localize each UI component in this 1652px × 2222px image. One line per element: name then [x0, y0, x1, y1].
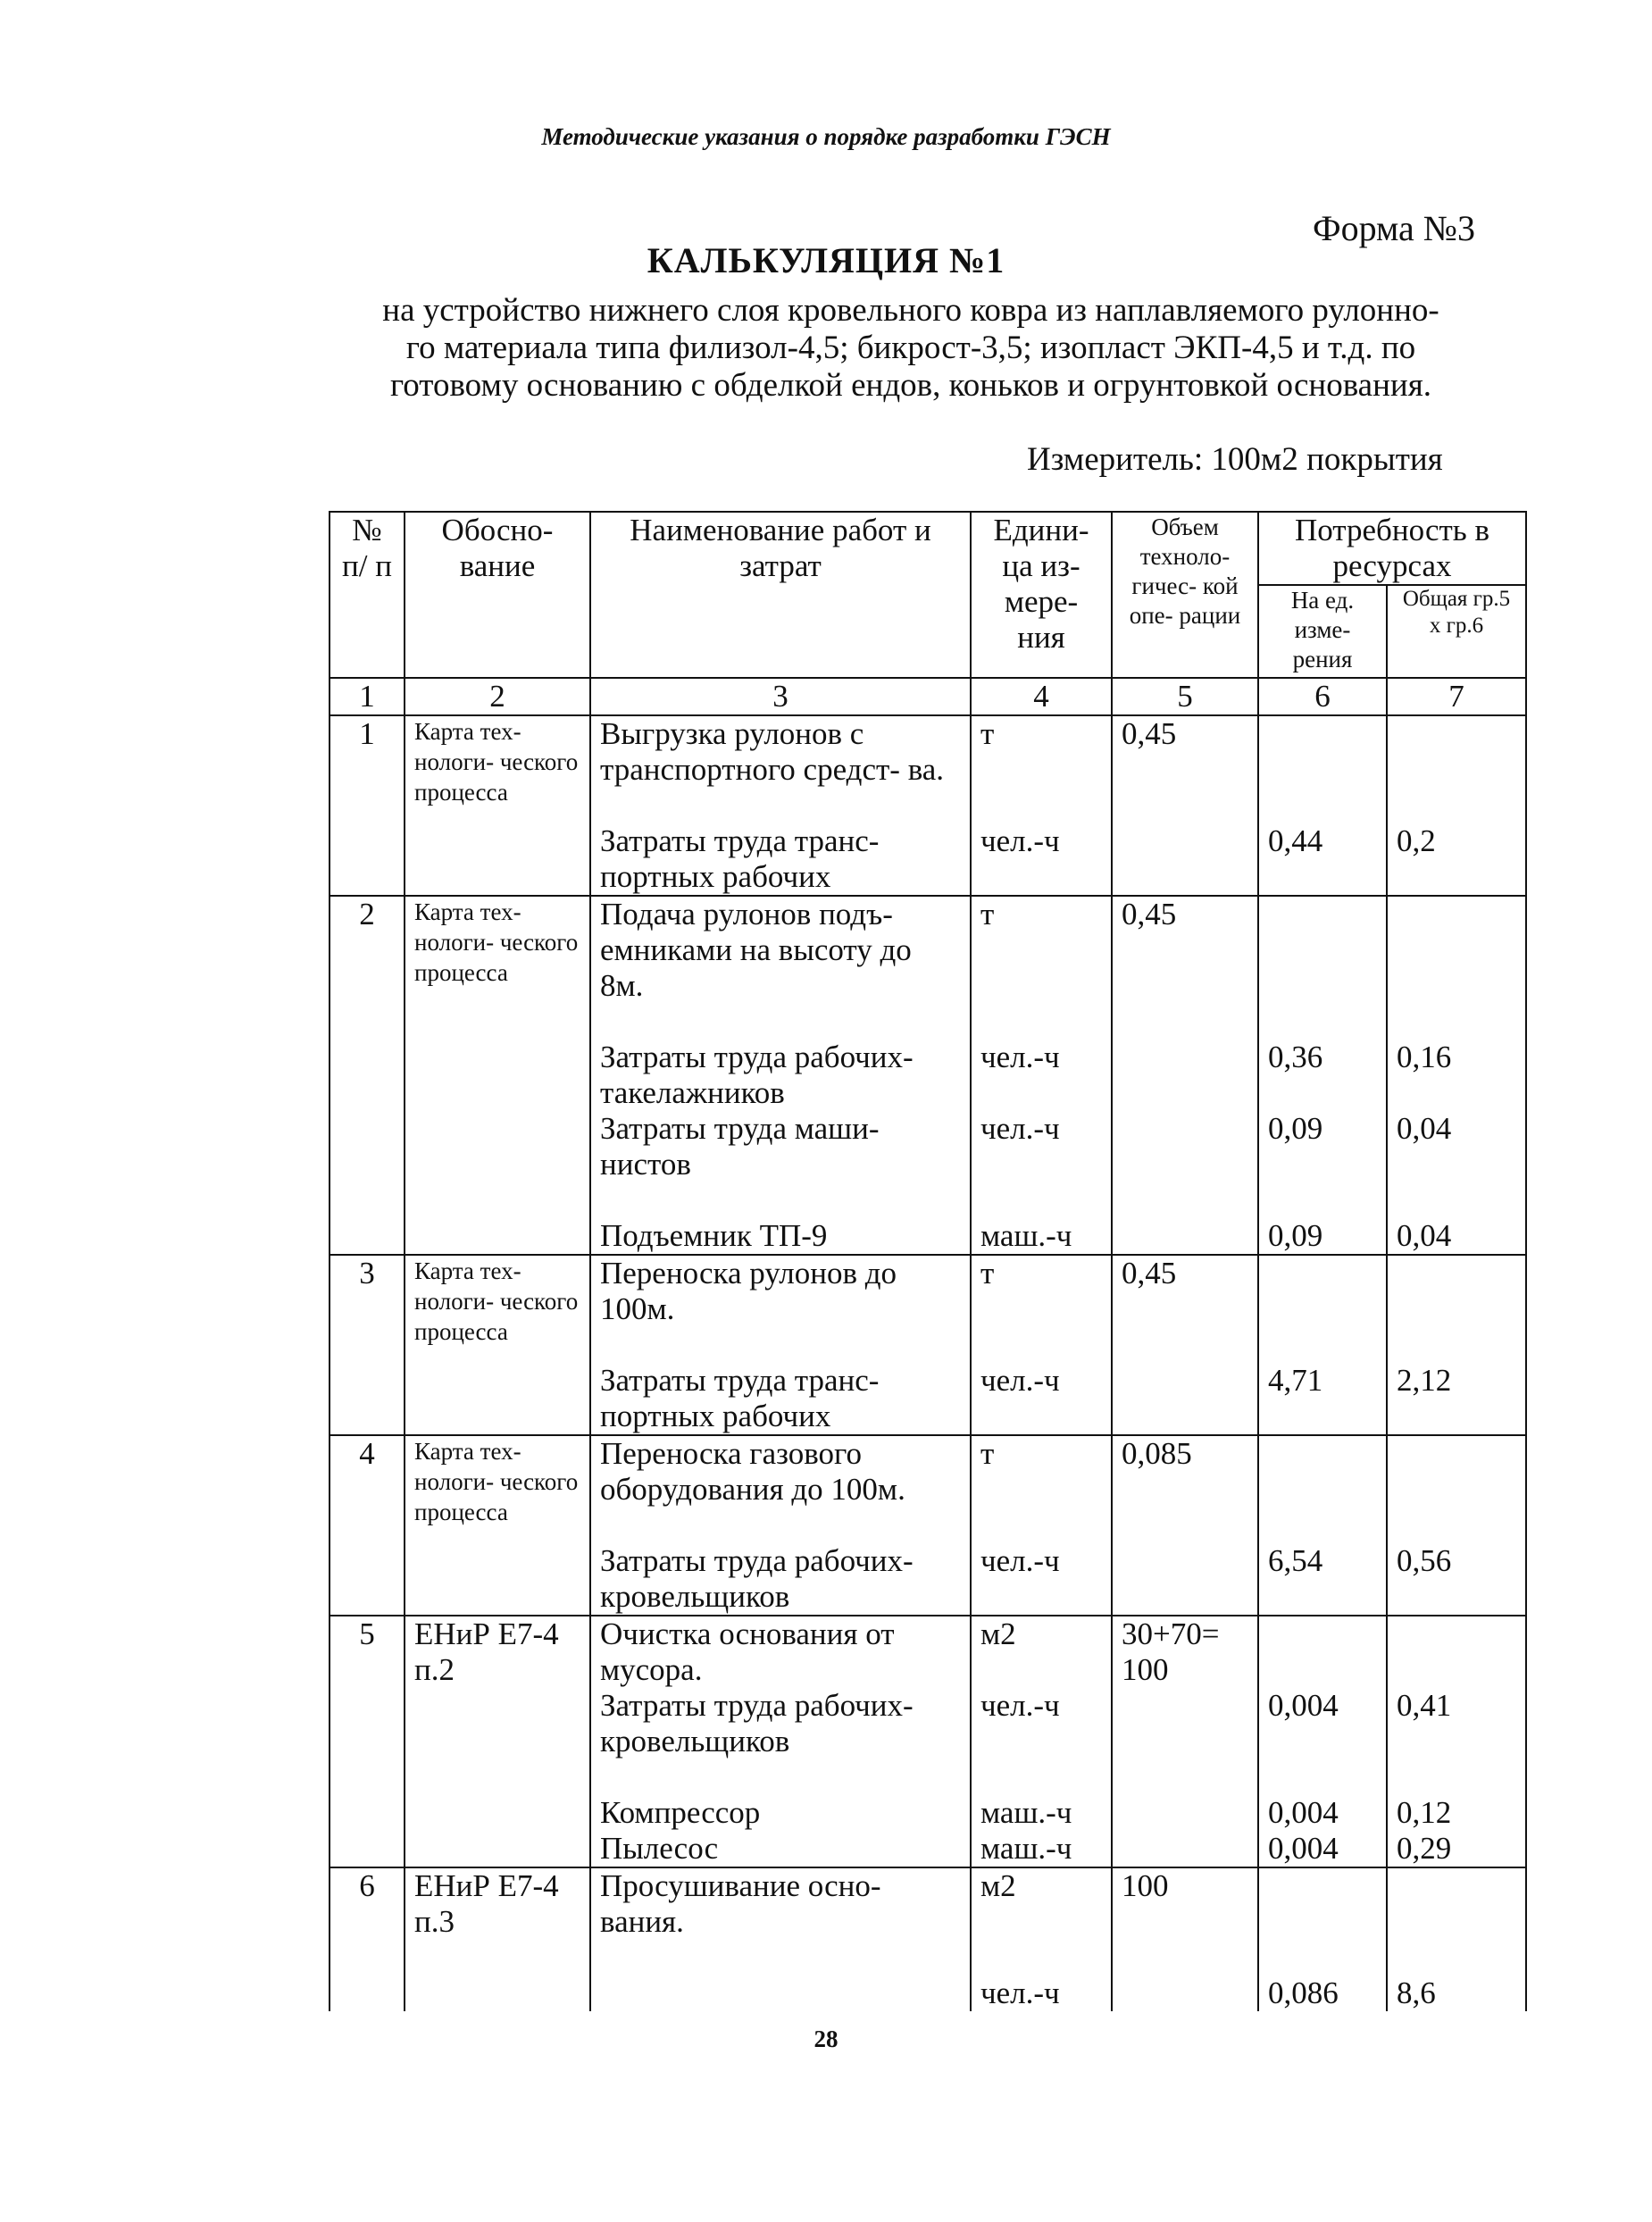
cell-name [590, 1976, 971, 2011]
calculation-table [329, 511, 1527, 2011]
cell-name [590, 1040, 971, 1111]
cell-total [1387, 1795, 1526, 1831]
cell-text: 2,12 [1397, 1363, 1452, 1398]
cell-text: Затраты труда транс- портных рабочих [600, 823, 880, 894]
column-number: 3 [590, 678, 971, 715]
cell-text: Очистка основания от мусора. [600, 1616, 895, 1687]
cell-volume [1112, 715, 1258, 823]
cell-unit [971, 1795, 1112, 1831]
cell-total [1387, 1867, 1526, 1976]
cell-text: 0,29 [1397, 1831, 1452, 1866]
document-subtitle [321, 292, 1500, 405]
measurement-unit: Измеритель: 100м2 покрытия [1027, 441, 1443, 478]
cell-text: 30+70= 100 [1122, 1616, 1220, 1687]
column-number: 2 [405, 678, 590, 715]
cell-unit [971, 1111, 1112, 1218]
table-row [330, 1867, 1526, 1976]
cell-name [590, 1616, 971, 1688]
cell-text: 0,44 [1268, 823, 1323, 858]
cell-text: маш.-ч [980, 1218, 1072, 1253]
cell-text: 0,41 [1397, 1688, 1452, 1723]
item-basis: ЕНиР Е7-4 п.2 [405, 1616, 590, 1867]
item-basis: Карта тех- нологи- ческого процесса [405, 715, 590, 896]
cell-per-unit [1258, 715, 1387, 823]
cell-volume [1112, 1363, 1258, 1435]
cell-unit [971, 715, 1112, 823]
cell-per-unit [1258, 1616, 1387, 1688]
item-basis: ЕНиР Е7-4 п.3 [405, 1867, 590, 2011]
header-basis: Обосно- вание [405, 512, 590, 678]
column-numbers-row [330, 678, 1526, 715]
cell-volume [1112, 1688, 1258, 1795]
subtitle-line: на устройство нижнего слоя кровельного ковра из наплавляемого рулонно- [382, 292, 1439, 329]
cell-total [1387, 896, 1526, 1040]
cell-volume [1112, 823, 1258, 896]
cell-name [590, 1688, 971, 1795]
running-header: Методические указания о порядке разработки ГЭСН [541, 123, 1111, 150]
cell-text: т [980, 716, 995, 751]
cell-text: Затраты труда рабочих- такелажников [600, 1040, 914, 1110]
cell-per-unit [1258, 1867, 1387, 1976]
cell-per-unit [1258, 1795, 1387, 1831]
cell-text: чел.-ч [980, 1040, 1060, 1074]
cell-total [1387, 1435, 1526, 1543]
cell-unit [971, 1831, 1112, 1867]
subtitle-line: го материала типа филизол-4,5; бикрост-3,5; изопласт ЭКП-4,5 и т.д. по [405, 330, 1416, 366]
table-row [330, 1255, 1526, 1363]
table-row [330, 715, 1526, 823]
cell-unit [971, 1688, 1112, 1795]
item-number: 6 [330, 1867, 405, 2011]
cell-text: 0,004 [1268, 1831, 1339, 1866]
cell-text: маш.-ч [980, 1831, 1072, 1866]
cell-text: м2 [980, 1868, 1016, 1903]
cell-volume [1112, 1255, 1258, 1363]
cell-name [590, 715, 971, 823]
cell-per-unit [1258, 1363, 1387, 1435]
cell-text: чел.-ч [980, 1688, 1060, 1723]
cell-text: чел.-ч [980, 1976, 1060, 2010]
cell-text: 0,45 [1122, 716, 1177, 751]
cell-volume [1112, 896, 1258, 1040]
cell-text: 0,086 [1268, 1976, 1339, 2010]
page-number: 28 [813, 2026, 839, 2052]
cell-text: 6,54 [1268, 1543, 1323, 1578]
cell-volume [1112, 1867, 1258, 1976]
cell-text: 100 [1122, 1868, 1169, 1903]
cell-total [1387, 1218, 1526, 1255]
column-number: 6 [1258, 678, 1387, 715]
cell-name [590, 1795, 971, 1831]
cell-per-unit [1258, 1218, 1387, 1255]
cell-name [590, 1111, 971, 1218]
cell-text: Переноска рулонов до 100м. [600, 1256, 897, 1326]
cell-total [1387, 823, 1526, 896]
column-number: 7 [1387, 678, 1526, 715]
header-work-name: Наименование работ и затрат [590, 512, 971, 678]
cell-total [1387, 1616, 1526, 1688]
cell-total [1387, 1111, 1526, 1218]
item-basis: Карта тех- нологи- ческого процесса [405, 1255, 590, 1435]
cell-unit [971, 1435, 1112, 1543]
cell-text: 0,45 [1122, 1256, 1177, 1291]
cell-total [1387, 1255, 1526, 1363]
item-number: 3 [330, 1255, 405, 1435]
cell-text: чел.-ч [980, 1363, 1060, 1398]
cell-text: Компрессор [600, 1795, 761, 1830]
cell-per-unit [1258, 1040, 1387, 1111]
cell-volume [1112, 1976, 1258, 2011]
item-number: 2 [330, 896, 405, 1255]
cell-text: Затраты труда транс- портных рабочих [600, 1363, 880, 1433]
table-row [330, 1616, 1526, 1688]
cell-text: 0,04 [1397, 1218, 1452, 1253]
cell-volume [1112, 1795, 1258, 1831]
cell-unit [971, 896, 1112, 1040]
cell-text: т [980, 1436, 995, 1471]
cell-unit [971, 1040, 1112, 1111]
cell-text: Затраты труда рабочих- кровельщиков [600, 1688, 914, 1758]
cell-volume [1112, 1435, 1258, 1543]
item-number: 5 [330, 1616, 405, 1867]
cell-volume [1112, 1831, 1258, 1867]
cell-total [1387, 1040, 1526, 1111]
column-number: 4 [971, 678, 1112, 715]
header-volume: Объем техноло- гичес- кой опе- рации [1112, 512, 1258, 678]
item-number: 4 [330, 1435, 405, 1616]
cell-volume [1112, 1111, 1258, 1218]
cell-text: 0,04 [1397, 1111, 1452, 1146]
cell-total [1387, 1688, 1526, 1795]
cell-name [590, 896, 971, 1040]
cell-per-unit [1258, 1831, 1387, 1867]
cell-volume [1112, 1543, 1258, 1616]
cell-text: 0,004 [1268, 1795, 1339, 1830]
cell-total [1387, 1543, 1526, 1616]
table-row [330, 896, 1526, 1040]
cell-text: 0,45 [1122, 897, 1177, 931]
cell-text: маш.-ч [980, 1795, 1072, 1830]
header-resource-need: Потребность в ресурсах [1258, 512, 1526, 585]
cell-text: Пылесос [600, 1831, 719, 1866]
cell-name [590, 1255, 971, 1363]
form-number: Форма №3 [1313, 208, 1475, 248]
cell-name [590, 1543, 971, 1616]
header-per-unit: На ед. изме- рения [1258, 585, 1387, 678]
cell-text: 0,004 [1268, 1688, 1339, 1723]
cell-text: т [980, 1256, 995, 1291]
cell-per-unit [1258, 823, 1387, 896]
header-unit: Едини- ца из- мере- ния [971, 512, 1112, 678]
column-number: 1 [330, 678, 405, 715]
cell-text: Просушивание осно- вания. [600, 1868, 881, 1939]
cell-text: 4,71 [1268, 1363, 1323, 1398]
cell-text: 0,09 [1268, 1111, 1323, 1146]
cell-text: 0,085 [1122, 1436, 1192, 1471]
cell-volume [1112, 1218, 1258, 1255]
cell-text: 0,56 [1397, 1543, 1452, 1578]
cell-per-unit [1258, 1976, 1387, 2011]
subtitle-line: готовому основанию с обделкой ендов, коньков и огрунтовкой основания. [390, 367, 1431, 404]
cell-unit [971, 1976, 1112, 2011]
cell-unit [971, 823, 1112, 896]
cell-text: 0,2 [1397, 823, 1436, 858]
cell-unit [971, 1218, 1112, 1255]
cell-name [590, 1435, 971, 1543]
column-number: 5 [1112, 678, 1258, 715]
item-number: 1 [330, 715, 405, 896]
cell-text: Затраты труда маши- нистов [600, 1111, 880, 1182]
cell-text: т [980, 897, 995, 931]
cell-per-unit [1258, 1688, 1387, 1795]
cell-name [590, 1363, 971, 1435]
cell-per-unit [1258, 1111, 1387, 1218]
header-total: Общая гр.5 х гр.6 [1387, 585, 1526, 678]
cell-text: 0,36 [1268, 1040, 1323, 1074]
cell-unit [971, 1363, 1112, 1435]
cell-text: 0,12 [1397, 1795, 1452, 1830]
cell-text: чел.-ч [980, 1111, 1060, 1146]
cell-text: м2 [980, 1616, 1016, 1651]
item-basis: Карта тех- нологи- ческого процесса [405, 1435, 590, 1616]
cell-text: 0,09 [1268, 1218, 1323, 1253]
cell-total [1387, 1831, 1526, 1867]
cell-unit [971, 1867, 1112, 1976]
cell-text: Подъемник ТП-9 [600, 1218, 828, 1253]
cell-name [590, 823, 971, 896]
cell-volume [1112, 1040, 1258, 1111]
cell-total [1387, 1363, 1526, 1435]
cell-text: 8,6 [1397, 1976, 1436, 2010]
cell-per-unit [1258, 896, 1387, 1040]
cell-text: чел.-ч [980, 823, 1060, 858]
cell-unit [971, 1616, 1112, 1688]
cell-name [590, 1867, 971, 1976]
cell-total [1387, 1976, 1526, 2011]
cell-text: Переноска газового оборудования до 100м. [600, 1436, 905, 1507]
cell-text: 0,16 [1397, 1040, 1452, 1074]
cell-text: Затраты труда рабочих- кровельщиков [600, 1543, 914, 1614]
header-num: № п/ п [330, 512, 405, 678]
cell-per-unit [1258, 1255, 1387, 1363]
table-row [330, 1435, 1526, 1543]
cell-total [1387, 715, 1526, 823]
cell-unit [971, 1255, 1112, 1363]
cell-volume [1112, 1616, 1258, 1688]
cell-unit [971, 1543, 1112, 1616]
cell-name [590, 1831, 971, 1867]
cell-name [590, 1218, 971, 1255]
cell-per-unit [1258, 1543, 1387, 1616]
document-title: КАЛЬКУЛЯЦИЯ №1 [647, 240, 1005, 280]
cell-text: чел.-ч [980, 1543, 1060, 1578]
cell-text: Подача рулонов подъ- емниками на высоту до 8м. [600, 897, 912, 1003]
item-basis: Карта тех- нологи- ческого процесса [405, 896, 590, 1255]
cell-text: Выгрузка рулонов с транспортного средст- ва. [600, 716, 945, 787]
cell-per-unit [1258, 1435, 1387, 1543]
